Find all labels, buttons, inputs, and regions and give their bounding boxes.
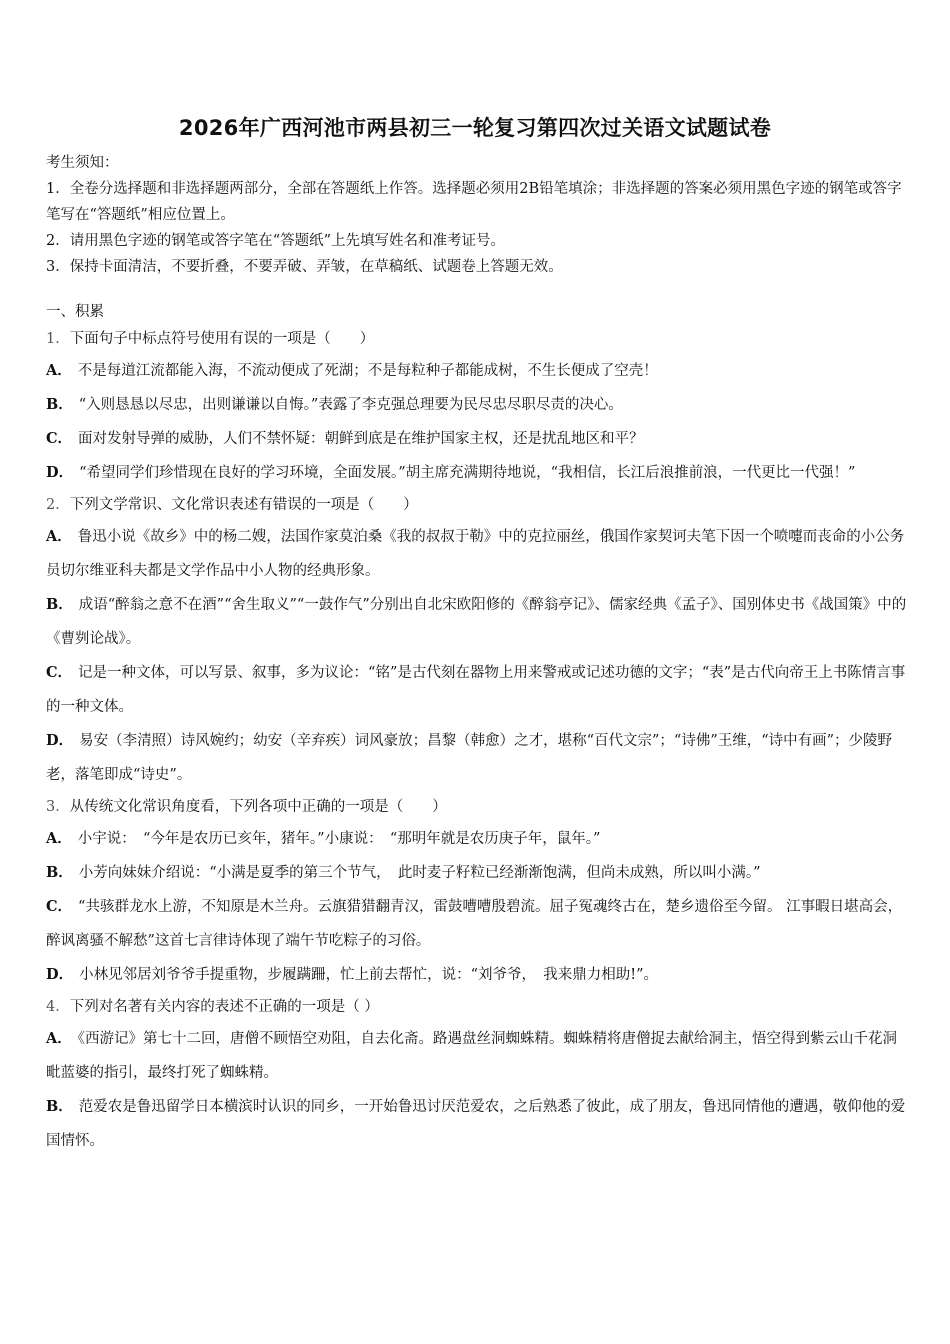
question-number: 3． [46,799,70,815]
option [46,354,908,388]
question-number: 2． [46,497,70,513]
option-label: A． [46,528,72,545]
option-text: 易安（李清照）诗风婉约；幼安（辛弃疾）词风豪放；昌黎（韩愈）之才，堪称“百代文宗”；“诗佛”王维，“诗中有画”；少陵野老，落笔即成“诗史”。 [46,733,893,783]
option [46,856,908,890]
question-stem [46,792,908,822]
option [46,520,908,588]
notice-item: 3．保持卡面清洁，不要折叠，不要弄破、弄皱，在草稿纸、试题卷上答题无效。 [46,259,563,275]
option-label: B． [46,1098,73,1115]
option-label: C． [46,664,73,681]
option [46,422,908,456]
option [46,1090,908,1158]
question-stem [46,490,908,520]
option [46,890,908,958]
option-label: D． [46,464,74,481]
option-text: 小林见邻居刘爷爷手提重物，步履蹒跚，忙上前去帮忙，说：“刘爷爷， 我来鼎力相助!”。 [79,967,658,983]
option-label: D． [46,966,74,983]
question-list [46,324,908,1158]
option-label: C． [46,898,73,915]
option-label: B． [46,396,73,413]
option [46,1022,908,1090]
question-number: 4． [46,999,70,1015]
question-number: 1． [46,331,70,347]
option-label: A． [46,362,72,379]
option-label: A． [46,1030,72,1047]
option [46,456,908,490]
option-text: “共骇群龙水上游，不知原是木兰舟。云旗猎猎翻青汉，雷鼓嘈嘈殷碧流。屈子冤魂终古在，楚乡遗俗至今留。 江事暇日堪高会，醉讽离骚不解愁”这首七言律诗体现了端午节吃粽子的习俗。 [46,899,903,949]
option-label: D． [46,732,74,749]
option [46,388,908,422]
option [46,822,908,856]
section-heading: 一、积累 [46,304,104,320]
notice-heading: 考生须知： [46,155,119,171]
option-label: C． [46,430,73,447]
option-text: 面对发射导弹的威胁，人们不禁怀疑：朝鲜到底是在维护国家主权，还是扰乱地区和平？ [78,431,644,447]
question-text: 下列对名著有关内容的表述不正确的一项是（ ） [69,999,379,1015]
option [46,724,908,792]
option-label: A． [46,830,72,847]
option [46,656,908,724]
notice-item: 2．请用黑色字迹的钢笔或答字笔在“答题纸”上先填写姓名和准考证号。 [46,233,506,249]
question-text: 从传统文化常识角度看，下列各项中正确的一项是（ ） [69,799,447,815]
option-text: “希望同学们珍惜现在良好的学习环境，全面发展。”胡主席充满期待地说，“我相信，长江后浪推前浪，一代更比一代强！” [79,465,856,481]
option-text: 成语“醉翁之意不在酒”“舍生取义”“一鼓作气”分别出自北宋欧阳修的《醉翁亭记》、儒家经典《孟子》、国别体史书《战国策》中的《曹刿论战》。 [46,597,907,647]
option-text: 鲁迅小说《故乡》中的杨二嫂，法国作家莫泊桑《我的叔叔于勒》中的克拉丽丝，俄国作家契诃夫笔下因一个喷嚏而丧命的小公务员切尔维亚科夫都是文学作品中小人物的经典形象。 [46,529,905,579]
option-label: B． [46,596,73,613]
option-text: “入则恳恳以尽忠，出则谦谦以自悔。”表露了李克强总理要为民尽忠尽职尽责的决心。 [78,397,623,413]
page-title: 2026年广西河池市两县初三一轮复习第四次过关语文试题试卷 [178,116,772,140]
option-text: 小芳向妹妹介绍说：“小满是夏季的第三个节气， 此时麦子籽粒已经渐渐饱满，但尚未成熟，所以叫小满。” [78,865,761,881]
option-text: 《西游记》第七十二回，唐僧不顾悟空劝阻，自去化斋。路遇盘丝洞蜘蛛精。蜘蛛精将唐僧捉去献给洞主，悟空得到紫云山千花洞毗蓝婆的指引，最终打死了蜘蛛精。 [46,1031,898,1081]
option [46,958,908,992]
option-text: 小宇说： “今年是农历已亥年，猪年。”小康说： “那明年就是农历庚子年，鼠年。” [77,831,601,847]
option-text: 范爱农是鲁迅留学日本横滨时认识的同乡，一开始鲁迅讨厌范爱农，之后熟悉了彼此，成了朋友，鲁迅同情他的遭遇，敬仰他的爱国情怀。 [46,1099,906,1149]
question-text: 下面句子中标点符号使用有误的一项是（ ） [69,331,375,347]
question-stem [46,324,908,354]
option-text: 不是每道江流都能入海，不流动便成了死湖；不是每粒种子都能成树，不生长便成了空壳！ [77,363,658,379]
candidate-notice [46,150,908,280]
option [46,588,908,656]
question-stem [46,992,908,1022]
notice-item: 1．全卷分选择题和非选择题两部分，全部在答题纸上作答。选择题必须用2B铅笔填涂；非选择题的答案必须用黑色字迹的钢笔或答字笔写在“答题纸”相应位置上。 [46,181,902,223]
question-text: 下列文学常识、文化常识表述有错误的一项是（ ） [69,497,418,513]
option-label: B． [46,864,73,881]
option-text: 记是一种文体，可以写景、叙事，多为议论：“铭”是古代刻在器物上用来警戒或记述功德的文字；“表”是古代向帝王上书陈情言事的一种文体。 [46,665,906,715]
